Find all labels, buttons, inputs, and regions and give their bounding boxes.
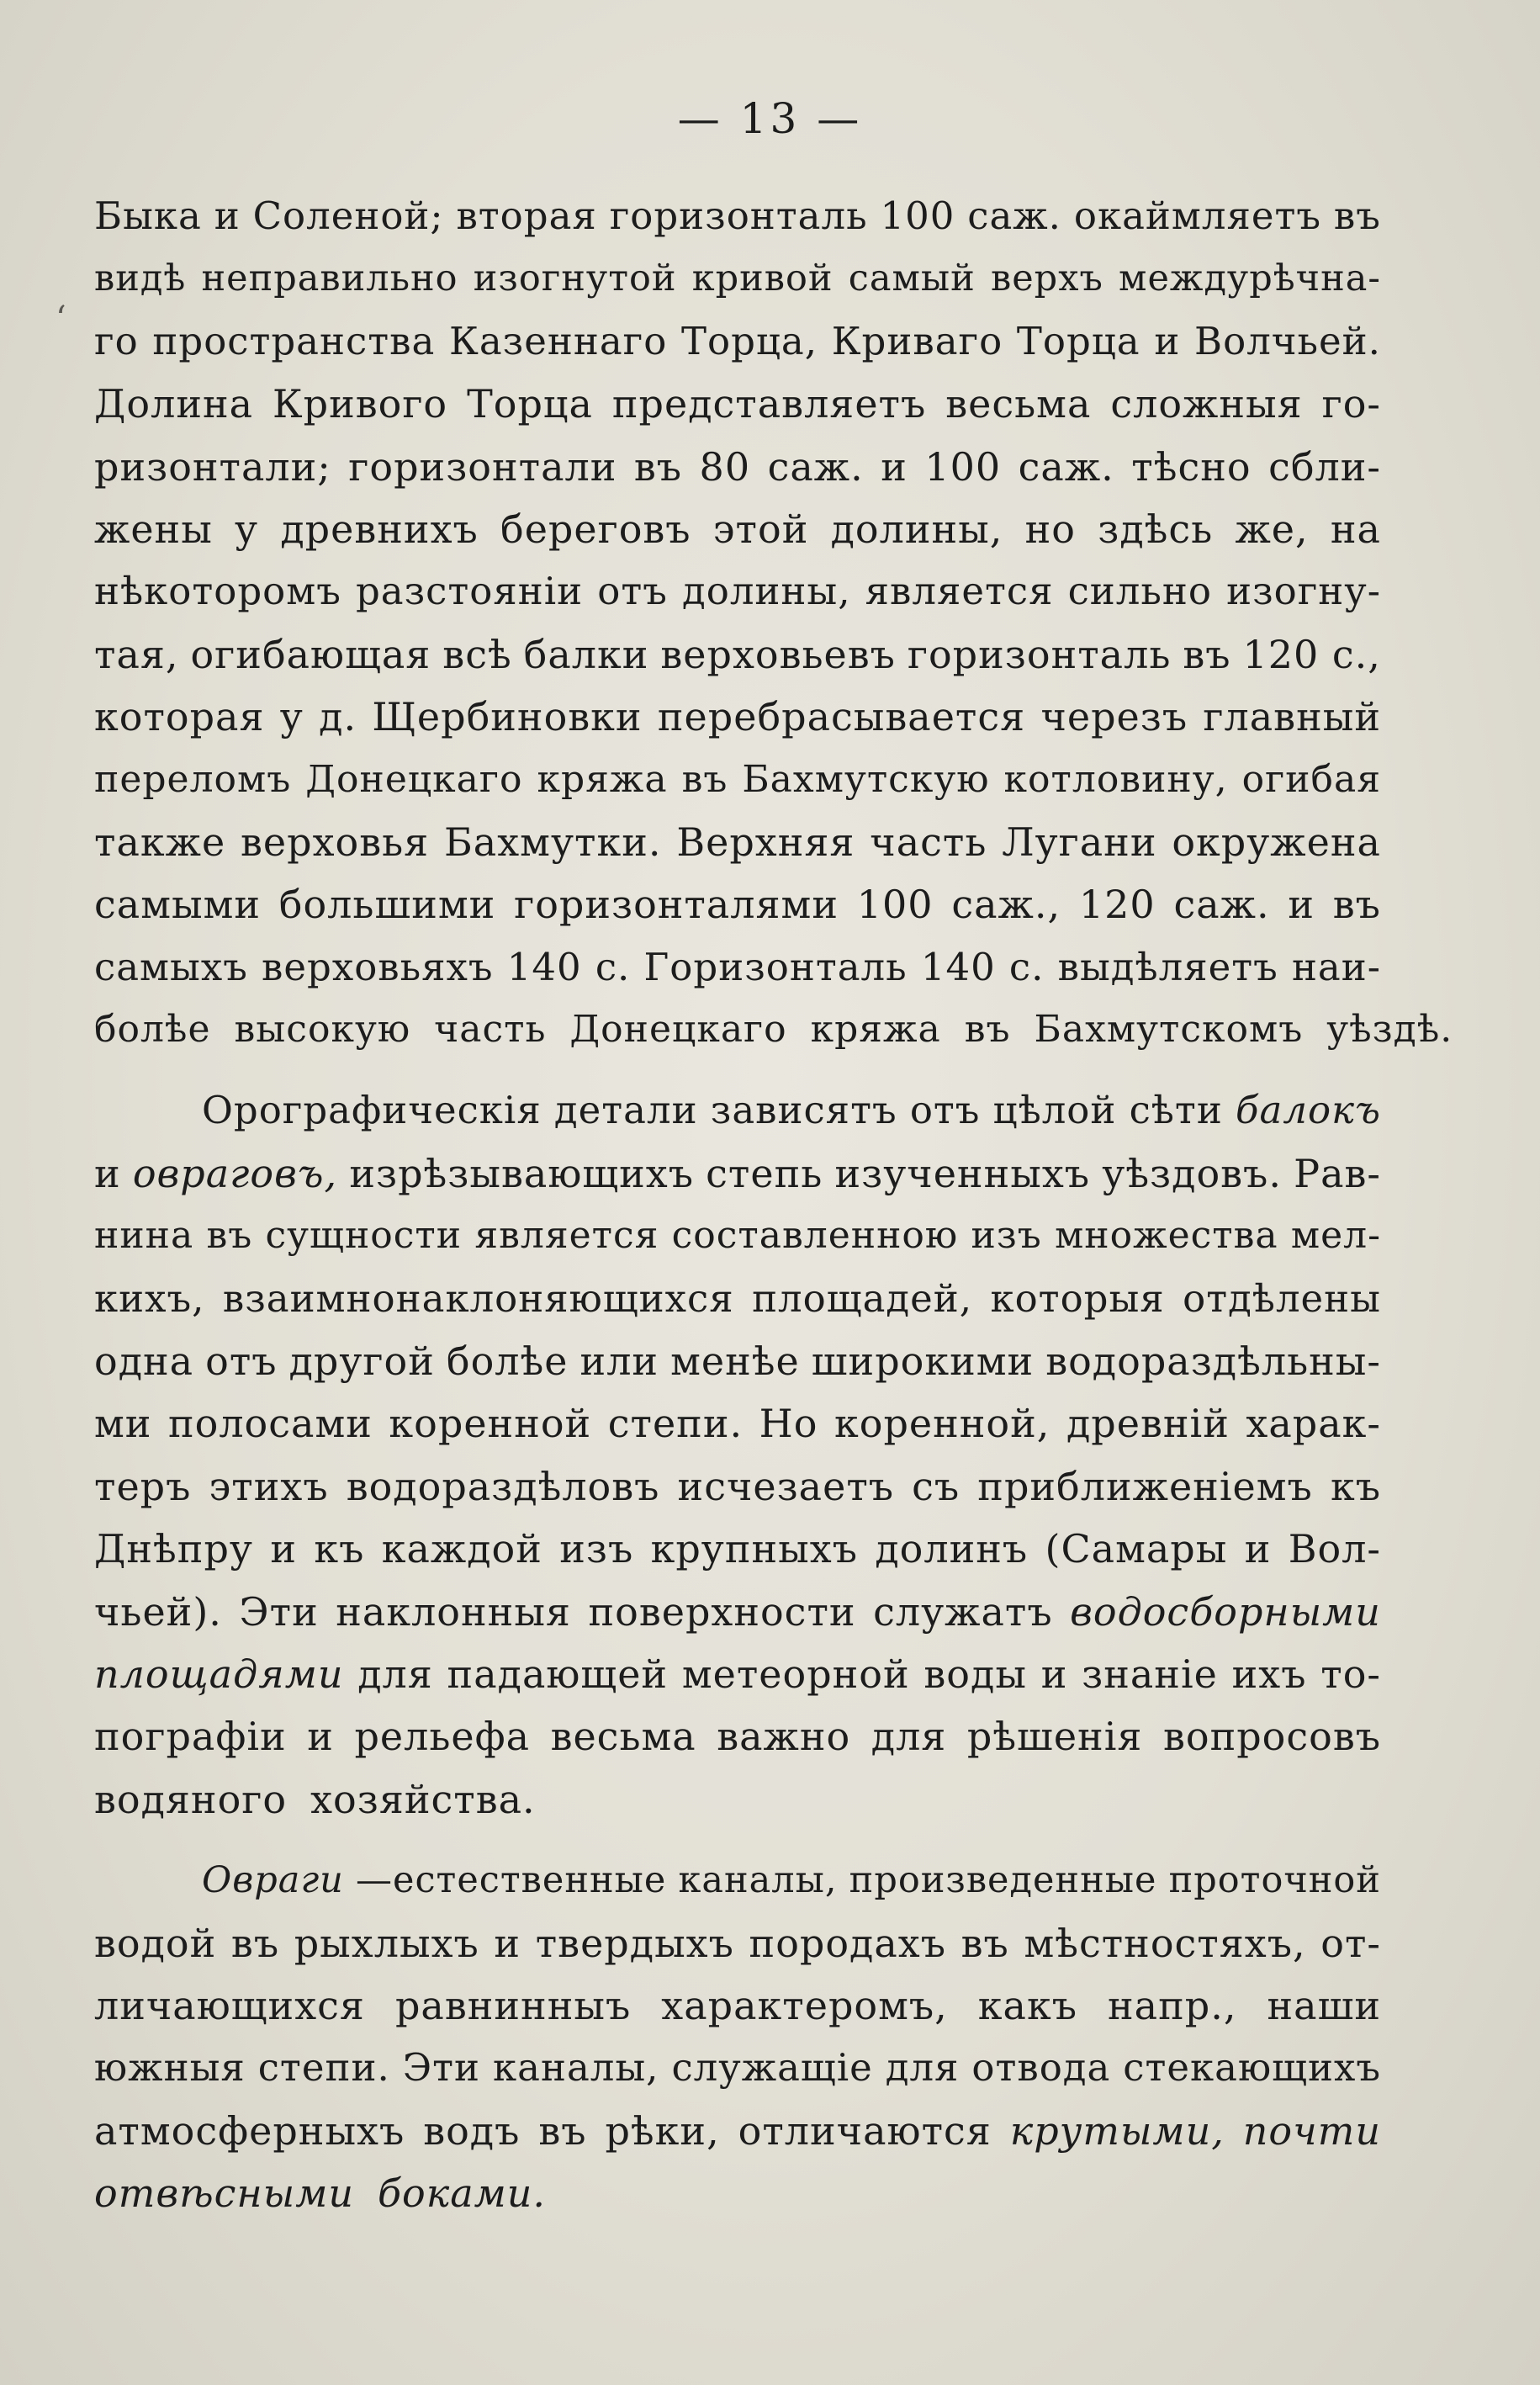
word: и — [1288, 882, 1315, 928]
word: долины, — [830, 506, 1003, 552]
word: видѣ — [94, 257, 187, 300]
word: какъ — [977, 1982, 1077, 2028]
word: отличаются — [738, 2107, 992, 2154]
word: 120 — [1078, 882, 1156, 928]
word: весьма — [550, 1714, 696, 1760]
text-line — [94, 1912, 1381, 1974]
word: нина — [94, 1214, 194, 1258]
word: атмосферныхъ — [94, 2107, 405, 2154]
text-line — [94, 686, 1381, 748]
word: Рав- — [1294, 1150, 1381, 1196]
italic-word: Овраги — [202, 1859, 344, 1902]
word: харак- — [1246, 1401, 1381, 1447]
word: 120 с., — [1242, 631, 1381, 677]
word: мѣстностяхъ, — [1024, 1920, 1306, 1966]
word: Лугани — [1002, 819, 1157, 865]
word: саж. — [967, 193, 1061, 238]
word: с. — [595, 944, 631, 989]
word: вопросовъ — [1162, 1714, 1381, 1760]
word: метеорной — [681, 1651, 910, 1697]
word: го — [94, 318, 139, 363]
word: коренной — [389, 1401, 592, 1447]
word: болѣе — [446, 1338, 569, 1385]
text-line — [94, 436, 1381, 498]
word: съ — [912, 1463, 961, 1509]
word: часть — [434, 1008, 547, 1052]
word: приближеніемъ — [977, 1463, 1313, 1509]
word: Донецкаго — [305, 757, 523, 801]
word: Горизонталь — [643, 944, 908, 989]
text-line — [94, 1455, 1381, 1518]
word: каналы, — [678, 1859, 838, 1902]
word: и — [214, 193, 241, 238]
word: большими — [278, 882, 496, 928]
word: изученныхъ — [834, 1150, 1091, 1196]
word: каналы, — [493, 2045, 659, 2091]
word: самыхъ — [94, 944, 248, 989]
word: разстояніи — [356, 569, 584, 614]
word: саж. — [767, 443, 864, 490]
word: горизонталями — [514, 882, 839, 928]
word: весьма — [945, 381, 1092, 427]
word: для — [357, 1651, 433, 1697]
word: служащіе — [671, 2045, 873, 2091]
text-line — [94, 873, 1381, 935]
word: 80 — [699, 443, 751, 490]
word: верховья — [241, 819, 430, 865]
word: древній — [1066, 1401, 1230, 1447]
text-line — [94, 623, 1381, 686]
word: и — [94, 1150, 121, 1196]
word: на — [1330, 506, 1381, 552]
word: нѣкоторомъ — [94, 569, 341, 614]
word: сильно — [1067, 569, 1212, 614]
word: Торца — [467, 381, 593, 427]
word: Бахмутскую — [742, 757, 990, 801]
word: въ — [1333, 193, 1381, 238]
word: рѣшенія — [966, 1714, 1143, 1760]
word: характеромъ, — [661, 1982, 948, 2028]
word: хозяйства. — [310, 1776, 536, 1822]
italic-word: овраговъ, — [132, 1150, 338, 1196]
word: Криваго — [831, 318, 1003, 363]
word: окаймляетъ — [1073, 193, 1322, 238]
word: множества — [1055, 1214, 1278, 1258]
word: саж. — [1018, 443, 1114, 490]
word: равнинныъ — [394, 1982, 632, 2028]
word: кряжа — [810, 1008, 941, 1052]
word: перебрасывается — [657, 694, 1026, 740]
word: уѣздовъ. — [1102, 1150, 1282, 1196]
word: этихъ — [209, 1463, 329, 1509]
word: —естественные — [356, 1859, 667, 1902]
word: и — [1244, 1526, 1272, 1572]
word: же, — [1235, 506, 1309, 552]
word: является — [865, 569, 1054, 614]
word: и — [881, 443, 908, 490]
word: береговъ — [500, 506, 691, 552]
text-line — [94, 1330, 1381, 1392]
word: чьей). — [94, 1588, 222, 1635]
word: водяного — [94, 1776, 288, 1822]
text-line — [94, 1849, 1381, 1911]
word: является — [474, 1214, 659, 1258]
word: отъ — [597, 569, 668, 614]
word: Эти — [402, 2045, 481, 2091]
word: произведенные — [849, 1859, 1157, 1902]
word: сложныя — [1110, 381, 1303, 427]
word: балки — [523, 631, 649, 677]
text-line — [94, 1768, 1381, 1831]
text-line — [94, 185, 1381, 247]
word: водой — [94, 1920, 217, 1966]
word: 100 — [924, 443, 1002, 490]
word: Вол- — [1288, 1526, 1381, 1572]
word: и — [1154, 318, 1181, 363]
word: въ — [681, 757, 728, 801]
word: къ — [1330, 1463, 1381, 1509]
word: пространства — [152, 318, 436, 363]
body-text — [94, 185, 1453, 2225]
word: тая, — [94, 631, 179, 677]
word: 140 — [506, 944, 582, 989]
text-line — [94, 1581, 1381, 1643]
text-line — [94, 247, 1381, 310]
word: Верхняя — [676, 819, 855, 865]
word: окружена — [1172, 819, 1381, 865]
word: рыхлыхъ — [294, 1920, 479, 1966]
word: изъ — [971, 1214, 1042, 1258]
word: долины, — [682, 569, 851, 614]
text-line — [94, 1974, 1381, 2037]
word: водораздѣловъ — [346, 1463, 660, 1509]
word: Казеннаго — [449, 318, 668, 363]
text-line — [94, 1518, 1381, 1580]
word: теръ — [94, 1463, 192, 1509]
word: въ — [633, 443, 683, 490]
word: площадей, — [752, 1275, 973, 1321]
word: сѣти — [1129, 1088, 1223, 1133]
word: верховьяхъ — [262, 944, 494, 989]
word: Бахмутки. — [444, 819, 662, 865]
word: сбли- — [1268, 443, 1381, 490]
word: неправильно — [201, 257, 458, 300]
italic-word: почти — [1242, 2107, 1381, 2154]
word: степь — [706, 1150, 823, 1196]
word: всѣ — [442, 631, 512, 677]
word: кихъ, — [94, 1275, 205, 1321]
word: которая — [94, 694, 265, 740]
word: водораздѣльны- — [1045, 1338, 1381, 1385]
text-line — [94, 1643, 1381, 1705]
text-line — [94, 1079, 1381, 1142]
word: въ — [1332, 882, 1381, 928]
word: сущности — [265, 1214, 463, 1258]
page-number: — 13 — — [677, 94, 863, 143]
word: кряжа — [537, 757, 668, 801]
word: напр., — [1108, 1982, 1237, 2028]
word: переломъ — [94, 757, 292, 801]
word: которыя — [990, 1275, 1165, 1321]
word: верховьевъ — [660, 631, 896, 677]
word: коренной, — [834, 1401, 1050, 1447]
word: с. — [1008, 944, 1045, 989]
word: Бахмутскомъ — [1034, 1008, 1304, 1052]
word: служатъ — [873, 1588, 1053, 1635]
word: то- — [1320, 1651, 1381, 1697]
word: верхъ — [991, 257, 1103, 300]
word: и — [1040, 1651, 1068, 1697]
word: Донецкаго — [569, 1008, 787, 1052]
word: рѣки, — [605, 2107, 720, 2154]
word: и — [270, 1526, 297, 1572]
word: падающей — [447, 1651, 669, 1697]
word: ризонтали; — [94, 443, 331, 490]
word: наши — [1267, 1982, 1381, 2028]
word: (Самары — [1045, 1526, 1228, 1572]
text-line — [94, 498, 1381, 560]
word: вторая — [456, 193, 597, 238]
italic-word: отвѣсными — [94, 2170, 354, 2217]
word: горизонталь — [609, 193, 868, 238]
word: крупныхъ — [650, 1526, 858, 1572]
word: исчезаетъ — [677, 1463, 895, 1509]
word: составленною — [671, 1214, 959, 1258]
word: выдѣляетъ — [1057, 944, 1278, 989]
word: детали — [553, 1088, 698, 1133]
word: въ — [964, 1008, 1011, 1052]
word: Торца — [1016, 318, 1140, 363]
word: 100 — [856, 882, 934, 928]
word: цѣлой — [992, 1088, 1117, 1133]
word: знаніе — [1082, 1651, 1218, 1697]
text-line — [94, 811, 1381, 873]
margin-mark: ‘ — [56, 299, 66, 338]
word: часть — [870, 819, 987, 865]
word: отъ — [909, 1088, 981, 1133]
word: породахъ — [749, 1920, 946, 1966]
word: но — [1024, 506, 1076, 552]
text-line — [94, 2100, 1381, 2162]
word: саж., — [951, 882, 1061, 928]
word: Долина — [94, 381, 254, 427]
word: Днѣпру — [94, 1526, 253, 1572]
word: твердыхъ — [535, 1920, 734, 1966]
word: въ — [538, 2107, 587, 2154]
word: пографіи — [94, 1714, 287, 1760]
word: Кривого — [273, 381, 448, 427]
word: жены — [94, 506, 213, 552]
italic-word: балокъ — [1236, 1088, 1381, 1133]
word: от- — [1320, 1920, 1381, 1966]
word: проточной — [1168, 1859, 1381, 1902]
text-line — [94, 749, 1381, 811]
word: въ — [961, 1920, 1009, 1966]
word: Волчьей. — [1194, 318, 1381, 363]
text-line — [94, 373, 1381, 435]
word: Соленой; — [252, 193, 444, 238]
word: древнихъ — [280, 506, 479, 552]
word: и — [307, 1714, 334, 1760]
word: поверхности — [588, 1588, 856, 1635]
word: горизонтали — [348, 443, 617, 490]
word: также — [94, 819, 226, 865]
word: изогнутой — [473, 257, 677, 300]
word: болѣе — [94, 1008, 211, 1052]
word: 140 — [920, 944, 996, 989]
text-line — [94, 1268, 1381, 1330]
text-line — [94, 999, 1453, 1061]
word: черезъ — [1040, 694, 1188, 740]
word: одна — [94, 1338, 194, 1385]
word: изъ — [559, 1526, 634, 1572]
text-line — [94, 2162, 1381, 2224]
italic-word: боками. — [377, 2170, 547, 2217]
word: 100 — [880, 193, 955, 238]
word: представляетъ — [611, 381, 927, 427]
word: саж. — [1173, 882, 1270, 928]
word: ми — [94, 1401, 152, 1447]
word: у — [279, 694, 304, 740]
word: долинъ — [875, 1526, 1029, 1572]
word: кривой — [691, 257, 834, 300]
text-line — [94, 2037, 1381, 2099]
word: Но — [759, 1401, 818, 1447]
text-line — [94, 1392, 1381, 1455]
word: самыми — [94, 882, 262, 928]
word: важно — [717, 1714, 851, 1760]
word: междурѣчна- — [1119, 257, 1381, 300]
word: водъ — [423, 2107, 521, 2154]
word: зависятъ — [710, 1088, 897, 1133]
word: ихъ — [1231, 1651, 1307, 1697]
italic-word: крутыми, — [1009, 2107, 1225, 2154]
text-line — [94, 936, 1381, 999]
word: Щербиновки — [372, 694, 643, 740]
italic-word: площадями — [94, 1651, 344, 1697]
word: огибающая — [190, 631, 431, 677]
word: степи. — [257, 2045, 390, 2091]
word: или — [579, 1338, 659, 1385]
word: наи- — [1291, 944, 1381, 989]
word: для — [871, 1714, 947, 1760]
word: воды — [923, 1651, 1027, 1697]
word: у — [235, 506, 259, 552]
word: стекающихъ — [1123, 2045, 1381, 2091]
word: къ — [314, 1526, 365, 1572]
word: тѣсно — [1131, 443, 1252, 490]
word: въ — [1183, 631, 1231, 677]
word: Орографическія — [202, 1088, 542, 1133]
word: наклонныя — [336, 1588, 571, 1635]
word: широкими — [811, 1338, 1035, 1385]
word: отдѣлены — [1183, 1275, 1381, 1321]
word: въ — [230, 1920, 280, 1966]
word: го- — [1321, 381, 1381, 427]
word: здѣсь — [1098, 506, 1214, 552]
word: самый — [848, 257, 976, 300]
word: взаимнонаклоняющихся — [222, 1275, 734, 1321]
text-line — [94, 1205, 1381, 1267]
word: котловину, — [1003, 757, 1228, 801]
word: полосами — [167, 1401, 373, 1447]
word: личающихся — [94, 1982, 365, 2028]
word: Быка — [94, 193, 202, 238]
word: другой — [288, 1338, 435, 1385]
word: этой — [712, 506, 809, 552]
word: изрѣзывающихъ — [349, 1150, 694, 1196]
word: для — [885, 2045, 960, 2091]
word: горизонталь — [907, 631, 1172, 677]
word: Эти — [239, 1588, 319, 1635]
italic-word: водосборными — [1070, 1588, 1381, 1635]
word: Торца, — [681, 318, 818, 363]
text-line — [94, 1142, 1381, 1205]
word: главный — [1203, 694, 1381, 740]
word: изогну- — [1226, 569, 1381, 614]
word: и — [494, 1920, 521, 1966]
word: степи. — [607, 1401, 744, 1447]
word: огибая — [1241, 757, 1381, 801]
word: высокую — [234, 1008, 411, 1052]
text-line — [94, 560, 1381, 623]
word: мел- — [1290, 1214, 1381, 1258]
text-line — [94, 1705, 1381, 1768]
word: менѣе — [670, 1338, 800, 1385]
word: каждой — [381, 1526, 542, 1572]
word: южныя — [94, 2045, 246, 2091]
word: въ — [206, 1214, 253, 1258]
word: отъ — [205, 1338, 278, 1385]
word: уѣздѣ. — [1326, 1008, 1453, 1052]
word: д. — [319, 694, 357, 740]
word: рельефа — [354, 1714, 531, 1760]
text-line — [94, 310, 1381, 373]
word: отвода — [971, 2045, 1111, 2091]
